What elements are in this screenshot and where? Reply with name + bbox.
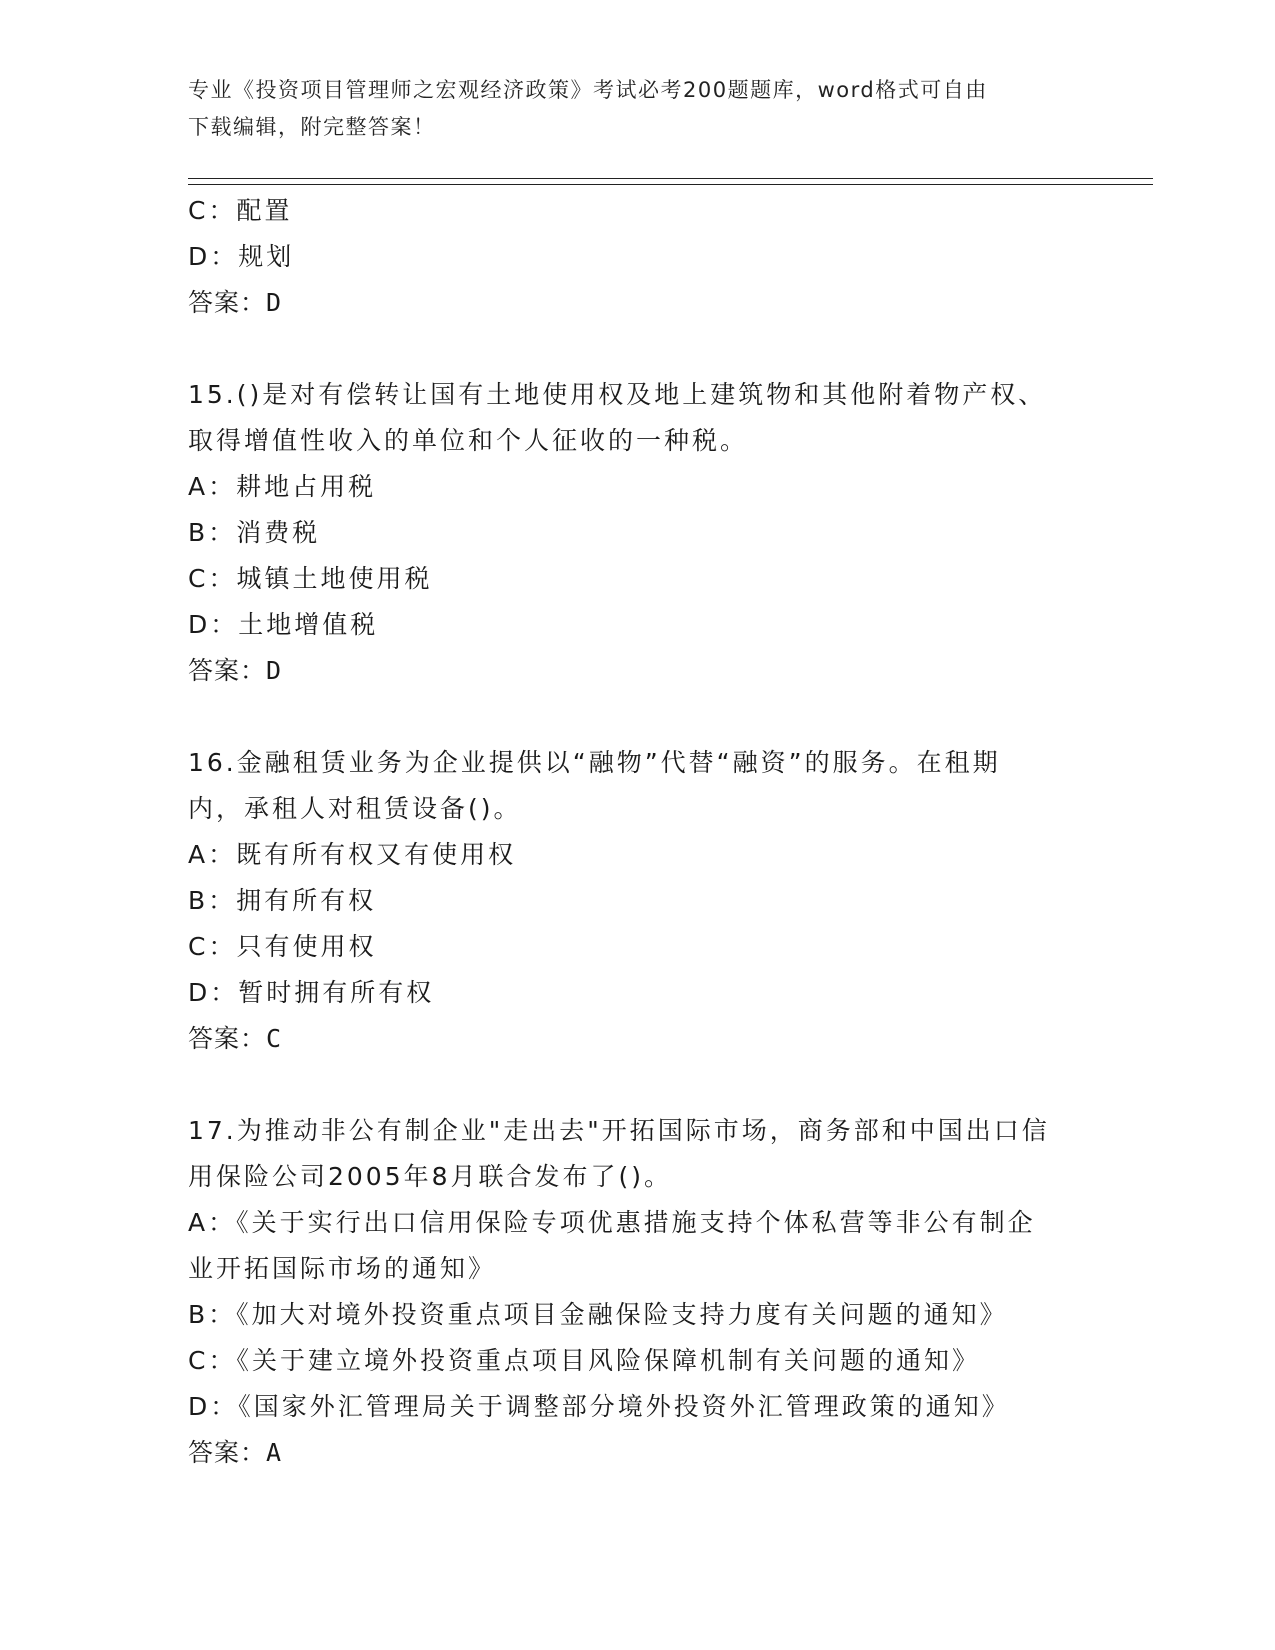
question-stem-line-1: 17.为推动非公有制企业"走出去"开拓国际市场，商务部和中国出口信: [188, 1116, 1050, 1145]
option-a: A：耕地占用税: [188, 472, 377, 501]
question-stem-line-2: 取得增值性收入的单位和个人征收的一种税。: [188, 426, 749, 455]
question-17: [188, 1108, 1088, 1476]
option-b: B：《加大对境外投资重点项目金融保险支持力度有关问题的通知》: [188, 1300, 1008, 1329]
header-divider: [188, 178, 1153, 185]
option-d: D：土地增值税: [188, 610, 379, 639]
option-a-line-2: 业开拓国际市场的通知》: [188, 1254, 497, 1283]
option-d: D：暂时拥有所有权: [188, 978, 435, 1007]
option-c: C：配置: [188, 196, 293, 225]
spacer: [188, 694, 1088, 740]
option-a-line-1: A：《关于实行出口信用保险专项优惠措施支持个体私营等非公有制企: [188, 1208, 1036, 1237]
option-b: B：拥有所有权: [188, 886, 377, 915]
question-stem-line-1: 16.金融租赁业务为企业提供以“融物”代替“融资”的服务。在租期: [188, 748, 1001, 777]
answer: 答案：D: [188, 656, 283, 685]
page-header: [188, 72, 1088, 146]
option-b: B：消费税: [188, 518, 321, 547]
option-a: A：既有所有权又有使用权: [188, 840, 517, 869]
previous-question-tail: [188, 188, 1088, 326]
question-stem-line-1: 15.()是对有偿转让国有土地使用权及地上建筑物和其他附着物产权、: [188, 380, 1047, 409]
question-stem-line-2: 用保险公司2005年8月联合发布了()。: [188, 1162, 673, 1191]
header-line-1: 专业《投资项目管理师之宏观经济政策》考试必考200题题库，word格式可自由: [188, 78, 988, 102]
option-c: C：城镇土地使用税: [188, 564, 433, 593]
spacer: [188, 1062, 1088, 1108]
question-16: [188, 740, 1088, 1062]
answer: 答案：A: [188, 1438, 283, 1467]
option-c: C：只有使用权: [188, 932, 377, 961]
question-list: [188, 188, 1088, 1476]
spacer: [188, 326, 1088, 372]
header-line-2: 下载编辑，附完整答案！: [188, 115, 436, 139]
answer: 答案：C: [188, 1024, 283, 1053]
option-d: D：规划: [188, 242, 295, 271]
answer: 答案：D: [188, 288, 283, 317]
question-stem-line-2: 内，承租人对租赁设备()。: [188, 794, 522, 823]
option-d: D：《国家外汇管理局关于调整部分境外投资外汇管理政策的通知》: [188, 1392, 1010, 1421]
question-15: [188, 372, 1088, 694]
option-c: C：《关于建立境外投资重点项目风险保障机制有关问题的通知》: [188, 1346, 980, 1375]
